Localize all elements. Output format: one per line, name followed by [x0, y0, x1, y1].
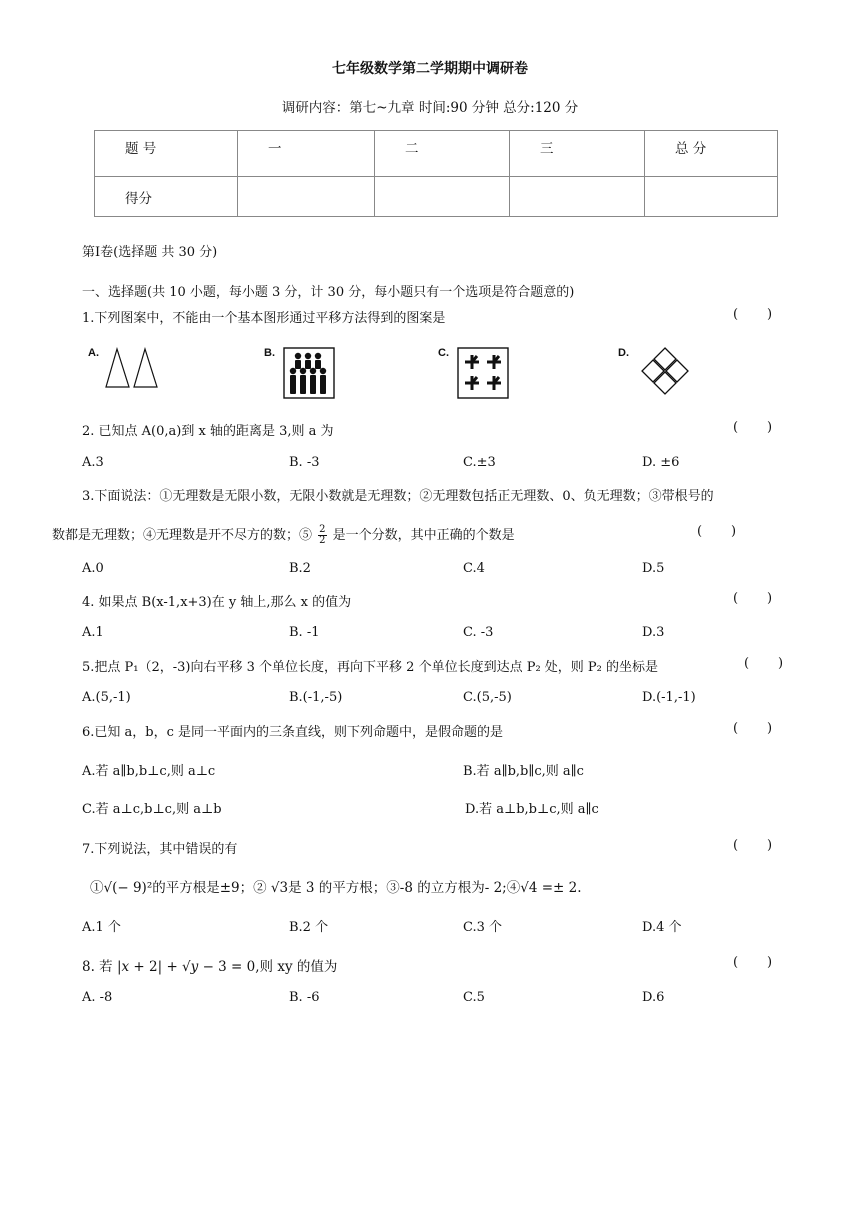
score-header-3: 三: [510, 131, 645, 177]
score-header-2: 二: [375, 131, 510, 177]
q2-option-d: D. ±6: [642, 455, 680, 470]
q4-option-d: D.3: [642, 625, 665, 640]
score-table: [94, 130, 778, 217]
question-5-stem: 5.把点 P₁（2，-3)向右平移 3 个单位长度，再向下平移 2 个单位长度到达点 P₂ 处，则 P₂ 的坐标是: [82, 660, 659, 675]
q3-fraction-numerator: 2: [319, 524, 326, 535]
question-8-stem: 8. 若 |𝑥 + 2| + √𝑦 − 3 = 0,则 xy 的值为: [82, 959, 338, 975]
question-2-stem: 2. 已知点 A(0,a)到 x 轴的距离是 3,则 a 为: [82, 424, 334, 439]
people-icon: [283, 347, 335, 399]
q3-fraction: [318, 525, 326, 546]
q2-option-c: C.±3: [463, 455, 496, 470]
answer-paren-4: ( ): [733, 591, 773, 606]
q8-option-c: C.5: [463, 990, 485, 1005]
q2-option-b: B. -3: [289, 455, 320, 470]
question-3-stem-line1: 3.下面说法：①无理数是无限小数，无限小数就是无理数；②无理数包括正无理数、0、负无理数；③带根号的: [82, 489, 714, 504]
page-title: 七年级数学第二学期期中调研卷: [332, 61, 528, 77]
q6-option-c: C.若 a⊥c,b⊥c,则 a⊥b: [82, 802, 222, 817]
q6-option-d: D.若 a⊥b,b⊥c,则 a∥c: [465, 802, 599, 817]
q8-option-a: A. -8: [82, 990, 113, 1005]
q3-option-a: A.0: [82, 561, 104, 576]
q6-option-a: A.若 a∥b,b⊥c,则 a⊥c: [82, 764, 216, 779]
diamonds-icon: [636, 347, 694, 399]
q7-option-a: A.1 个: [82, 920, 121, 935]
question-1-stem: 1.下列图案中，不能由一个基本图形通过平移方法得到的图案是: [82, 311, 446, 326]
q8-option-d: D.6: [642, 990, 665, 1005]
q7-option-d: D.4 个: [642, 920, 682, 935]
q6-option-b: B.若 a∥b,b∥c,则 a∥c: [463, 764, 584, 779]
q5-option-c: C.(5,-5): [463, 690, 512, 705]
q3-line2-start: 数都是无理数；④无理数是开不尽方的数；⑤: [52, 528, 313, 543]
score-row-label: 得分: [95, 177, 238, 217]
score-cell-2: [375, 177, 510, 217]
figure-b-label: B.: [264, 347, 275, 359]
q3-fraction-denominator: 2: [319, 535, 326, 546]
answer-paren-7: ( ): [733, 838, 773, 853]
q7-option-c: C.3 个: [463, 920, 503, 935]
q7-option-b: B.2 个: [289, 920, 329, 935]
q3-option-d: D.5: [642, 561, 665, 576]
section-heading: 第Ⅰ卷(选择题 共 30 分): [82, 245, 218, 260]
question-6-stem: 6.已知 a，b，c 是同一平面内的三条直线，则下列命题中，是假命题的是: [82, 725, 504, 740]
crosses-icon: [457, 347, 509, 399]
q4-option-b: B. -1: [289, 625, 320, 640]
q3-option-c: C.4: [463, 561, 485, 576]
question-4-stem: 4. 如果点 B(x-1,x+3)在 y 轴上,那么 x 的值为: [82, 595, 352, 610]
figure-d-label: D.: [618, 347, 629, 359]
figure-a-label: A.: [88, 347, 99, 359]
score-header-total: 总 分: [645, 131, 778, 177]
score-header-1: 一: [238, 131, 375, 177]
q3-option-b: B.2: [289, 561, 311, 576]
score-cell-3: [510, 177, 645, 217]
answer-paren-5: ( ): [744, 656, 784, 671]
score-cell-total: [645, 177, 778, 217]
section-instructions: 一、选择题(共 10 小题，每小题 3 分，计 30 分，每小题只有一个选项是符合题意的): [82, 285, 575, 300]
score-cell-1: [238, 177, 375, 217]
figure-c-label: C.: [438, 347, 449, 359]
question-3-stem-line2: [52, 524, 515, 546]
question-7-stem: 7.下列说法，其中错误的有: [82, 842, 238, 857]
q2-option-a: A.3: [82, 455, 104, 470]
q3-line2-end: 是一个分数，其中正确的个数是: [332, 528, 515, 543]
score-header-label: 题 号: [95, 131, 238, 177]
question-7-statements: ①√(− 9)²的平方根是±9；② √3是 3 的平方根；③-8 的立方根为- 2;④√4 =± 2.: [90, 880, 582, 896]
q5-option-a: A.(5,-1): [82, 690, 131, 705]
answer-paren-2: ( ): [733, 420, 773, 435]
exam-info: 调研内容：第七~九章 时间:90 分钟 总分:120 分: [281, 100, 579, 116]
q5-option-d: D.(-1,-1): [642, 690, 696, 705]
q5-option-b: B.(-1,-5): [289, 690, 343, 705]
answer-paren-1: ( ): [733, 307, 773, 322]
q4-option-a: A.1: [82, 625, 104, 640]
answer-paren-8: ( ): [733, 955, 773, 970]
q8-option-b: B. -6: [289, 990, 320, 1005]
triangles-icon: [104, 347, 160, 389]
q4-option-c: C. -3: [463, 625, 494, 640]
answer-paren-6: ( ): [733, 721, 773, 736]
answer-paren-3: ( ): [697, 524, 737, 539]
